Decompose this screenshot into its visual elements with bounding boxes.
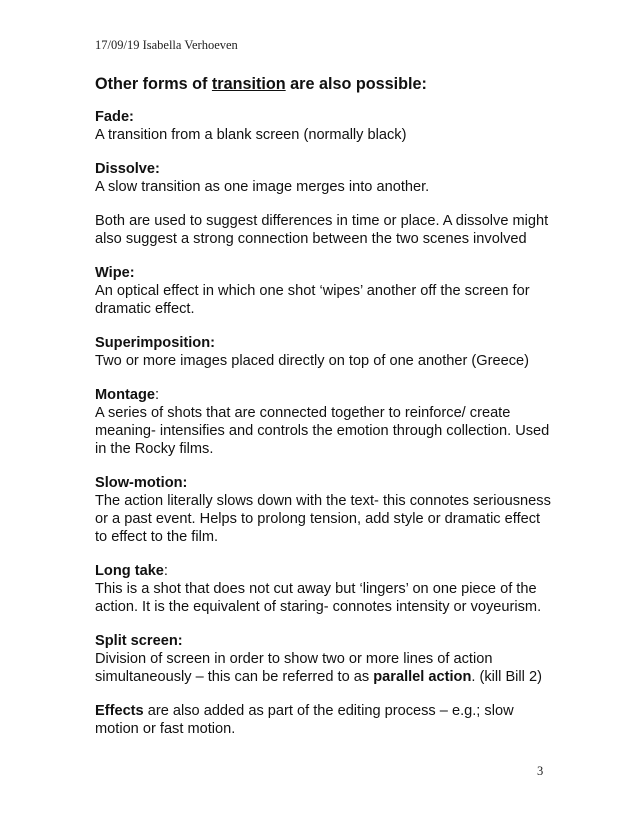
both-body: Both are used to suggest differences in time or place. A dissolve might also suggest a strong connection between the two scenes involved (95, 213, 549, 247)
section-effects (95, 702, 555, 738)
section-montage (95, 386, 555, 458)
slowmotion-body: The action literally slows down with the text- this connotes seriousness or a past event. Helps to prolong tension, add style or dramatic effect to effect to the film. (95, 493, 551, 545)
splitscreen-heading: Split screen: (95, 633, 183, 649)
section-slow-motion (95, 474, 555, 546)
section-wipe (95, 264, 555, 318)
longtake-heading-line (95, 562, 555, 580)
effects-text: are also added as part of the editing process – e.g.; slow motion or fast motion. (95, 703, 514, 737)
longtake-colon: : (163, 563, 168, 579)
longtake-heading: Long take (95, 563, 164, 579)
fade-body: A transition from a blank screen (normally black) (95, 127, 407, 143)
splitscreen-body-post: . (kill Bill 2) (471, 669, 542, 685)
page-title (95, 74, 555, 94)
document-body (95, 74, 555, 754)
wipe-body: An optical effect in which one shot ‘wipes’ another off the screen for dramatic effect. (95, 283, 530, 317)
superimposition-body: Two or more images placed directly on top of one another (Greece) (95, 353, 529, 369)
section-superimposition (95, 334, 555, 370)
montage-body: A series of shots that are connected together to reinforce/ create meaning- intensifies and controls the emotion through collection. Used in the Rocky films. (95, 405, 550, 457)
section-fade (95, 108, 555, 144)
montage-colon: : (155, 387, 160, 403)
superimposition-heading: Superimposition: (95, 335, 215, 351)
section-long-take (95, 562, 555, 616)
wipe-heading: Wipe: (95, 265, 135, 281)
title-prefix: Other forms of (95, 75, 212, 93)
splitscreen-body-bold: parallel action (373, 669, 472, 685)
dissolve-heading: Dissolve: (95, 161, 160, 177)
page-header: 17/09/19 Isabella Verhoeven (95, 38, 238, 52)
montage-heading-line (95, 386, 555, 404)
effects-bold: Effects (95, 703, 144, 719)
slowmotion-heading: Slow-motion: (95, 475, 188, 491)
splitscreen-body-pre: Division of screen in order to show two or more lines of action simultaneously – this can be referred to as (95, 651, 493, 685)
effects-body (95, 702, 555, 738)
montage-heading: Montage (95, 387, 155, 403)
fade-heading: Fade: (95, 109, 134, 125)
title-suffix: are also possible: (285, 75, 427, 93)
page-number: 3 (537, 764, 544, 778)
section-split-screen (95, 632, 555, 686)
title-underlined-word: transition (211, 75, 286, 93)
splitscreen-body (95, 650, 555, 686)
section-dissolve (95, 160, 555, 196)
section-both (95, 212, 555, 248)
dissolve-body: A slow transition as one image merges into another. (95, 179, 430, 195)
longtake-body: This is a shot that does not cut away but ‘lingers’ on one piece of the action. It is the equivalent of staring- connotes intensity or voyeurism. (95, 581, 542, 615)
